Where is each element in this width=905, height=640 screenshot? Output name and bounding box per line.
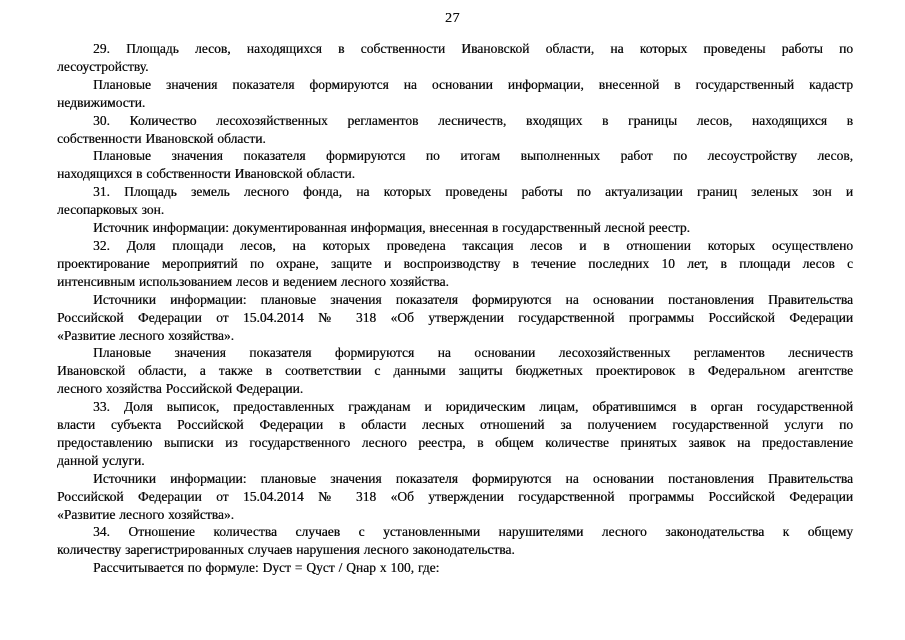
text-line: интенсивным использованием лесов и ведением лесного хозяйства. — [57, 273, 449, 289]
text-line: 29. Площадь лесов, находящихся в собственности Ивановской области, на которых проведены работы по — [93, 41, 853, 56]
text-line: предоставлению выписки из государственного лесного реестра, в общем количестве принятых заявок на предоставление — [57, 434, 853, 450]
document-body — [57, 40, 853, 577]
paragraph — [57, 398, 853, 470]
text-line: количеству зарегистрированных случаев нарушения лесного законодательства. — [57, 542, 515, 558]
text-line: лесоустройству. — [57, 58, 149, 74]
text-line: 31. Площадь земель лесного фонда, на которых проведены работы по актуализации границ зеленых зон и — [93, 184, 853, 200]
text-line: находящихся в собственности Ивановской области. — [57, 166, 355, 182]
text-line: Источники информации: плановые значения показателя формируются на основании постановления Правительства — [93, 291, 853, 307]
text-line: Российской Федерации от 15.04.2014 № 318 «Об утверждении государственной программы Российской Федерации — [57, 488, 853, 504]
text-line: «Развитие лесного хозяйства». — [57, 327, 234, 343]
text-line: Российской Федерации от 15.04.2014 № 318 «Об утверждении государственной программы Российской Федерации — [57, 309, 853, 325]
text-line: Плановые значения показателя формируются на основании информации, внесенной в государственный кадастр — [93, 76, 853, 92]
text-line: Ивановской области, а также в соответствии с данными защиты бюджетных проектировок в Федеральном агентстве — [57, 363, 853, 379]
paragraph — [57, 112, 853, 148]
paragraph — [57, 219, 853, 237]
page-number: 27 — [445, 11, 460, 26]
text-line: 32. Доля площади лесов, на которых проведена таксация лесов и в отношении которых осуществлено — [93, 237, 853, 253]
text-line: недвижимости. — [57, 94, 146, 110]
text-line: собственности Ивановской области. — [57, 130, 266, 146]
text-line: проектирование мероприятий по охране, защите и воспроизводству в течение последних 10 лет, в площади лесов с — [57, 255, 853, 271]
text-line: лесного хозяйства Российской Федерации. — [57, 381, 304, 397]
text-line: Источник информации: документированная информация, внесенная в государственный лесной реестр. — [93, 220, 690, 236]
paragraph — [57, 470, 853, 524]
text-line: Плановые значения показателя формируются на основании лесохозяйственных регламентов лесничеств — [93, 345, 853, 361]
paragraph — [57, 559, 853, 577]
text-line: лесопарковых зон. — [57, 202, 165, 218]
text-line: 30. Количество лесохозяйственных регламентов лесничеств, входящих в границы лесов, находящихся в — [93, 112, 853, 128]
paragraph — [57, 183, 853, 219]
paragraph — [57, 291, 853, 345]
paragraph — [57, 76, 853, 112]
text-line: данной услуги. — [57, 452, 145, 468]
paragraph — [57, 147, 853, 183]
paragraph — [57, 523, 853, 559]
text-line: Рассчитывается по формуле: Dуст = Qуст / Qнар x 100, где: — [93, 560, 440, 576]
text-line: Источники информации: плановые значения показателя формируются на основании постановления Правительства — [93, 470, 853, 486]
paragraph — [57, 237, 853, 291]
text-line: 34. Отношение количества случаев с установленными нарушителями лесного законодательства к общему — [93, 524, 853, 540]
paragraph — [57, 40, 853, 76]
text-line: 33. Доля выписок, предоставленных гражданам и юридическим лицам, обратившимся в орган государственной — [93, 399, 853, 415]
text-line: Плановые значения показателя формируются по итогам выполненных работ по лесоустройству лесов, — [93, 148, 853, 164]
text-line: «Развитие лесного хозяйства». — [57, 506, 234, 522]
paragraph — [57, 344, 853, 398]
text-line: власти субъекта Российской Федерации в области лесных отношений за получением государственной услуги по — [57, 417, 853, 433]
